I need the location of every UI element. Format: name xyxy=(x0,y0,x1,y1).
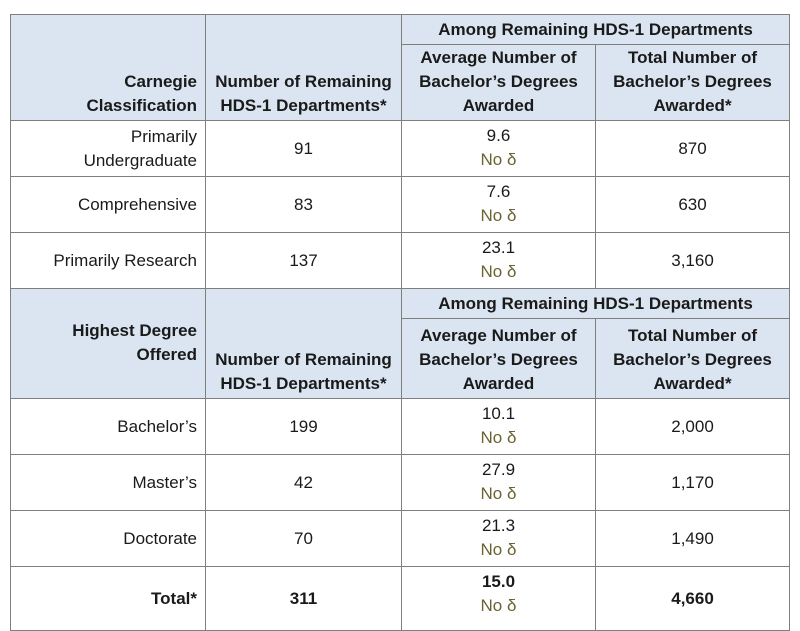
row-delta: No δ xyxy=(480,262,517,281)
section2-col3-header: Average Number of Bachelor’s Degrees Awarded xyxy=(402,319,596,399)
row-total: 870 xyxy=(596,121,790,177)
section2-group-header: Among Remaining HDS-1 Departments xyxy=(402,289,790,319)
section1-col4-header: Total Number of Bachelor’s Degrees Awarded* xyxy=(596,45,790,121)
row-total: 1,170 xyxy=(596,455,790,511)
section2-col2-header: Number of Remaining HDS-1 Departments* xyxy=(206,289,402,399)
section2-header-top xyxy=(11,289,790,319)
row-avg: 7.6 xyxy=(486,182,511,201)
row-avg-cell xyxy=(402,455,596,511)
degrees-table xyxy=(10,14,790,631)
row-avg-cell xyxy=(402,177,596,233)
row-avg: 23.1 xyxy=(481,238,516,257)
total-row xyxy=(11,567,790,631)
row-avg: 27.9 xyxy=(481,460,516,479)
table-row xyxy=(11,511,790,567)
row-avg-cell xyxy=(402,233,596,289)
table-row xyxy=(11,455,790,511)
row-total: 3,160 xyxy=(596,233,790,289)
total-avg-cell xyxy=(402,567,596,631)
section2-col4-header: Total Number of Bachelor’s Degrees Awarded* xyxy=(596,319,790,399)
table-row xyxy=(11,399,790,455)
row-delta: No δ xyxy=(480,540,517,559)
total-label: Total* xyxy=(11,567,206,631)
section1-header-top xyxy=(11,15,790,45)
row-count: 137 xyxy=(206,233,402,289)
row-count: 91 xyxy=(206,121,402,177)
row-avg: 21.3 xyxy=(481,516,516,535)
row-delta: No δ xyxy=(480,206,517,225)
row-label: Comprehensive xyxy=(11,177,206,233)
section1-col1-header: Carnegie Classification xyxy=(11,15,206,121)
row-delta: No δ xyxy=(480,484,517,503)
total-total: 4,660 xyxy=(596,567,790,631)
row-label: Primarily Undergraduate xyxy=(11,121,206,177)
row-avg-cell xyxy=(402,121,596,177)
row-count: 42 xyxy=(206,455,402,511)
row-count: 199 xyxy=(206,399,402,455)
section1-group-header: Among Remaining HDS-1 Departments xyxy=(402,15,790,45)
row-label: Bachelor’s xyxy=(11,399,206,455)
table-row xyxy=(11,121,790,177)
row-total: 630 xyxy=(596,177,790,233)
row-delta: No δ xyxy=(480,150,517,169)
row-delta: No δ xyxy=(480,428,517,447)
table-row xyxy=(11,233,790,289)
row-total: 2,000 xyxy=(596,399,790,455)
row-label: Doctorate xyxy=(11,511,206,567)
section1-col3-header: Average Number of Bachelor’s Degrees Awarded xyxy=(402,45,596,121)
row-total: 1,490 xyxy=(596,511,790,567)
row-label: Primarily Research xyxy=(11,233,206,289)
row-count: 70 xyxy=(206,511,402,567)
row-avg-cell xyxy=(402,511,596,567)
row-label: Master’s xyxy=(11,455,206,511)
row-avg: 10.1 xyxy=(481,404,516,423)
row-count: 83 xyxy=(206,177,402,233)
row-avg: 9.6 xyxy=(486,126,511,145)
table-row xyxy=(11,177,790,233)
section2-col1-header: Highest Degree Offered xyxy=(11,289,206,399)
row-avg-cell xyxy=(402,399,596,455)
total-delta: No δ xyxy=(480,596,517,615)
section1-col2-header: Number of Remaining HDS-1 Departments* xyxy=(206,15,402,121)
total-avg: 15.0 xyxy=(481,572,516,591)
total-count: 311 xyxy=(206,567,402,631)
